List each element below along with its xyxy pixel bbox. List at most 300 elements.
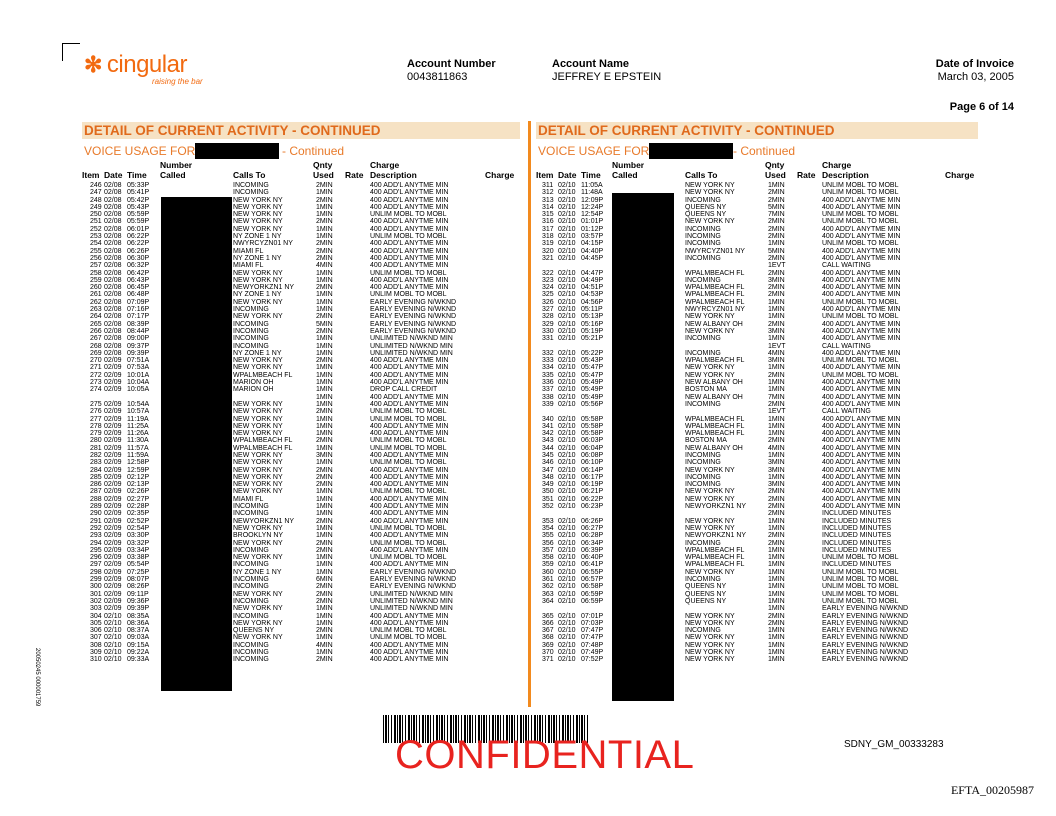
cell-used: 1MIN — [316, 488, 333, 496]
table-row — [536, 649, 978, 656]
cell-date: 02/08 — [104, 335, 122, 343]
cell-used: 1MIN — [316, 306, 333, 314]
cell-calls-to: INCOMING — [685, 225, 721, 233]
cell-description: 400 ADD'L ANYTME MIN — [370, 254, 449, 262]
cell-item: 308 — [90, 641, 102, 649]
cell-description: 400 ADD'L ANYTME MIN — [822, 225, 901, 233]
cell-date: 02/10 — [558, 627, 576, 635]
col-description: Description — [370, 170, 417, 180]
cell-used: 1MIN — [316, 189, 333, 197]
confidential-stamp: CONFIDENTIAL — [395, 733, 695, 777]
table-row — [82, 321, 520, 328]
table-row — [82, 598, 520, 605]
cell-used: 1MIN — [316, 203, 333, 211]
cell-description: UNLIM MOBL TO MOBL — [822, 240, 899, 248]
cell-description: UNLIMITED N/WKND MIN — [370, 605, 453, 613]
cell-used: 1MIN — [316, 269, 333, 277]
cell-used: 2MIN — [316, 627, 333, 635]
cell-used: 1MIN — [768, 634, 785, 642]
cell-description: 400 ADD'L ANYTME MIN — [370, 247, 449, 255]
section-title: DETAIL OF CURRENT ACTIVITY - CONTINUED — [82, 122, 520, 139]
table-row — [82, 182, 520, 189]
cell-description: 400 ADD'L ANYTME MIN — [370, 619, 449, 627]
cell-time: 06:41P — [581, 561, 604, 569]
cell-item: 267 — [90, 335, 102, 343]
col-item: Item — [536, 170, 554, 180]
table-row — [82, 474, 520, 481]
cell-description: 400 ADD'L ANYTME MIN — [822, 422, 901, 430]
cell-description: EARLY EVENING N/WKND — [370, 583, 457, 591]
cell-item: 274 — [90, 386, 102, 394]
cell-time: 08:39P — [127, 320, 150, 328]
cell-calls-to: INCOMING — [233, 182, 269, 189]
cell-used: 1MIN — [316, 349, 333, 357]
cell-used: 2MIN — [768, 612, 785, 620]
cell-calls-to: INCOMING — [685, 240, 721, 248]
table-row — [82, 335, 520, 342]
cell-item: 279 — [90, 430, 102, 438]
cell-calls-to: NEW YORK NY — [233, 481, 283, 489]
cell-calls-to: NEW ALBANY OH — [685, 444, 743, 452]
cell-used: 1MIN — [768, 627, 785, 635]
cell-calls-to: NEW YORK NY — [685, 364, 735, 372]
cell-date: 02/08 — [104, 182, 122, 189]
table-row — [82, 408, 520, 415]
cell-item: 298 — [90, 568, 102, 576]
cell-used: 4MIN — [768, 349, 785, 357]
cell-calls-to: WPALMBEACH FL — [685, 561, 745, 569]
cell-date: 02/08 — [104, 298, 122, 306]
table-header — [536, 160, 978, 182]
cell-used: 2MIN — [768, 233, 785, 241]
cell-description: 400 ADD'L ANYTME MIN — [370, 649, 449, 656]
cell-item: 369 — [542, 641, 554, 649]
cell-time: 06:19P — [581, 481, 604, 489]
cell-date: 02/08 — [104, 306, 122, 314]
cell-date: 02/10 — [104, 612, 122, 620]
cell-used: 1MIN — [316, 495, 333, 503]
cell-description: 400 ADD'L ANYTME MIN — [822, 320, 901, 328]
cell-date: 02/10 — [104, 634, 122, 642]
table-row — [536, 343, 978, 350]
cell-calls-to: NEW YORK NY — [685, 524, 735, 532]
table-row — [82, 240, 520, 247]
cell-used: 2MIN — [316, 517, 333, 525]
cell-used: 1MIN — [316, 364, 333, 372]
table-row — [536, 394, 978, 401]
cell-used: 1MIN — [768, 313, 785, 321]
cell-description: 400 ADD'L ANYTME MIN — [370, 203, 449, 211]
cell-calls-to: INCOMING — [233, 656, 269, 664]
cell-used: 1MIN — [316, 386, 333, 394]
cell-used: 3MIN — [768, 327, 785, 335]
col-used: Used — [313, 170, 334, 180]
cell-date: 02/10 — [558, 276, 576, 284]
cell-time: 03:57P — [581, 233, 604, 241]
cell-date: 02/10 — [558, 335, 576, 343]
cell-date: 02/08 — [104, 247, 122, 255]
cell-used: 2MIN — [768, 510, 785, 518]
cell-time: 05:13P — [581, 313, 604, 321]
cell-calls-to: NEW ALBANY OH — [685, 393, 743, 401]
cell-description: DROP CALL CREDIT — [370, 386, 438, 394]
cell-time: 05:49P — [581, 379, 604, 387]
cell-calls-to: NEW YORK NY — [233, 473, 283, 481]
cell-item: 285 — [90, 473, 102, 481]
cell-date: 02/10 — [558, 379, 576, 387]
cell-used: 2MIN — [316, 481, 333, 489]
cell-date: 02/09 — [104, 459, 122, 467]
cell-used: 7MIN — [768, 393, 785, 401]
cell-item: 331 — [542, 335, 554, 343]
cell-calls-to: NEW YORK NY — [233, 415, 283, 423]
cell-date: 02/09 — [104, 451, 122, 459]
cell-item: 277 — [90, 415, 102, 423]
cell-used: 1MIN — [316, 371, 333, 379]
cell-used: 2MIN — [768, 503, 785, 511]
cell-calls-to: INCOMING — [685, 576, 721, 584]
cell-item: 247 — [90, 189, 102, 197]
cell-calls-to: INCOMING — [233, 342, 269, 350]
cell-time: 05:43P — [581, 357, 604, 365]
cell-date: 02/09 — [104, 583, 122, 591]
table-row — [536, 430, 978, 437]
cell-item: 352 — [542, 503, 554, 511]
cell-calls-to: MIAMI FL — [233, 247, 264, 255]
cell-used: 6MIN — [316, 576, 333, 584]
cell-time: 04:40P — [581, 247, 604, 255]
table-row — [82, 445, 520, 452]
cell-calls-to: NEW YORK NY — [233, 466, 283, 474]
cell-used: 1MIN — [316, 335, 333, 343]
cell-used: 1MIN — [768, 473, 785, 481]
table-row — [82, 386, 520, 393]
cell-item: 256 — [90, 254, 102, 262]
table-row — [82, 372, 520, 379]
cell-calls-to: NWYRCYZN01 NY — [233, 240, 293, 248]
cell-calls-to: INCOMING — [685, 400, 721, 408]
table-row — [82, 284, 520, 291]
cell-time: 06:43P — [127, 276, 150, 284]
cell-item: 282 — [90, 451, 102, 459]
table-row — [536, 328, 978, 335]
cell-used: 7MIN — [768, 211, 785, 219]
cell-date: 02/09 — [104, 503, 122, 511]
cell-description: 400 ADD'L ANYTME MIN — [370, 481, 449, 489]
cell-date: 02/08 — [104, 203, 122, 211]
table-row — [82, 613, 520, 620]
cell-item: 359 — [542, 561, 554, 569]
cell-date: 02/09 — [104, 597, 122, 605]
cell-used: 1EVT — [768, 262, 786, 270]
cell-date: 02/10 — [104, 649, 122, 656]
cell-description: UNLIMITED N/WKND MIN — [370, 342, 453, 350]
table-row — [536, 525, 978, 532]
cell-description: 400 ADD'L ANYTME MIN — [822, 254, 901, 262]
cell-item: 295 — [90, 546, 102, 554]
cell-item: 269 — [90, 349, 102, 357]
table-row — [82, 467, 520, 474]
cell-used: 1MIN — [316, 400, 333, 408]
cell-description: CALL WAITING — [822, 408, 871, 416]
cell-date: 02/09 — [104, 473, 122, 481]
cell-calls-to: NEW YORK NY — [233, 203, 283, 211]
cell-date: 02/09 — [104, 357, 122, 365]
cell-item: 268 — [90, 342, 102, 350]
cell-calls-to: NEW YORK NY — [685, 466, 735, 474]
cell-description: INCLUDED MINUTES — [822, 561, 892, 569]
cell-used: 1MIN — [316, 291, 333, 299]
cell-description: UNLIMITED N/WKND MIN — [370, 335, 453, 343]
cell-calls-to: NEW YORK NY — [233, 488, 283, 496]
cell-date: 02/10 — [558, 532, 576, 540]
cell-calls-to: INCOMING — [685, 481, 721, 489]
cell-calls-to: QUEENS NY — [685, 583, 727, 591]
table-row — [536, 598, 978, 605]
cell-used: 1MIN — [768, 524, 785, 532]
cell-used: 1MIN — [316, 430, 333, 438]
usage-rows-right — [536, 182, 978, 664]
cell-calls-to: NEW YORK NY — [233, 590, 283, 598]
cell-description: 400 ADD'L ANYTME MIN — [822, 430, 901, 438]
page-number: Page 6 of 14 — [949, 101, 1014, 113]
col-charge: Charge — [945, 170, 975, 180]
invoice-date: March 03, 2005 — [937, 71, 1014, 83]
cell-calls-to: INCOMING — [233, 597, 269, 605]
cell-used: 1MIN — [316, 605, 333, 613]
table-row — [536, 306, 978, 313]
cell-time: 06:48P — [127, 291, 150, 299]
cell-description: 400 ADD'L ANYTME MIN — [370, 517, 449, 525]
cell-item: 287 — [90, 488, 102, 496]
cell-calls-to: BOSTON MA — [685, 437, 727, 445]
cell-item: 306 — [90, 627, 102, 635]
cell-item: 292 — [90, 524, 102, 532]
cell-description: UNLIM MOBL TO MOBL — [822, 568, 899, 576]
cell-time: 05:49P — [581, 393, 604, 401]
cell-item: 329 — [542, 320, 554, 328]
cell-date: 02/10 — [558, 393, 576, 401]
table-row — [82, 649, 520, 656]
cell-date: 02/09 — [104, 605, 122, 613]
cell-time: 03:38P — [127, 554, 150, 562]
cell-item: 357 — [542, 546, 554, 554]
table-row — [536, 620, 978, 627]
cell-description: EARLY EVENING N/WKND — [822, 612, 909, 620]
cell-calls-to: NEW YORK NY — [233, 211, 283, 219]
table-row — [82, 379, 520, 386]
cell-item: 307 — [90, 634, 102, 642]
cell-description: EARLY EVENING N/WKND — [370, 298, 457, 306]
cell-calls-to: INCOMING — [233, 649, 269, 656]
cell-date: 02/10 — [558, 225, 576, 233]
cell-date: 02/10 — [558, 189, 576, 197]
cell-description: UNLIMITED N/WKND MIN — [370, 349, 453, 357]
cell-description: UNLIM MOBL TO MOBL — [370, 269, 447, 277]
cell-used: 1MIN — [768, 597, 785, 605]
table-row — [536, 350, 978, 357]
table-row — [82, 430, 520, 437]
cell-item: 248 — [90, 196, 102, 204]
table-row — [536, 437, 978, 444]
logo-wordmark: cingular — [106, 51, 187, 78]
voice-usage-header — [82, 142, 520, 160]
table-row — [82, 291, 520, 298]
cell-item: 286 — [90, 481, 102, 489]
cell-used: 1MIN — [768, 605, 785, 613]
cell-used: 2MIN — [768, 400, 785, 408]
cell-item: 360 — [542, 568, 554, 576]
cell-date: 02/10 — [558, 196, 576, 204]
cell-time: 05:58P — [581, 430, 604, 438]
cell-item: 281 — [90, 444, 102, 452]
account-number: 0043811863 — [407, 71, 468, 83]
cell-used: 3MIN — [768, 466, 785, 474]
cell-time: 11:59A — [127, 451, 149, 459]
cell-calls-to: INCOMING — [233, 583, 269, 591]
cell-item: 249 — [90, 203, 102, 211]
cell-used: 2MIN — [768, 269, 785, 277]
cell-time: 06:55P — [581, 568, 604, 576]
cell-used: 1MIN — [316, 532, 333, 540]
cell-description: UNLIM MOBL TO MOBL — [822, 576, 899, 584]
cell-item: 332 — [542, 349, 554, 357]
cell-item: 261 — [90, 291, 102, 299]
cell-item: 275 — [90, 400, 102, 408]
cell-date: 02/10 — [558, 444, 576, 452]
table-row — [536, 474, 978, 481]
cell-used: 2MIN — [316, 590, 333, 598]
cell-item: 350 — [542, 488, 554, 496]
cell-date: 02/10 — [558, 430, 576, 438]
cell-date: 02/10 — [558, 649, 576, 656]
cell-time: 12:59P — [127, 466, 150, 474]
cell-calls-to: NEW YORK NY — [685, 656, 735, 664]
cell-item: 349 — [542, 481, 554, 489]
cell-description: UNLIM MOBL TO MOBL — [822, 357, 899, 365]
cell-description: UNLIM MOBL TO MOBL — [822, 298, 899, 306]
col-time: Time — [127, 170, 147, 180]
cell-used: 1MIN — [316, 510, 333, 518]
cell-used: 1MIN — [316, 422, 333, 430]
cell-description: UNLIM MOBL TO MOBL — [370, 211, 447, 219]
cell-item: 259 — [90, 276, 102, 284]
cell-used: 2MIN — [316, 437, 333, 445]
cell-description: 400 ADD'L ANYTME MIN — [370, 473, 449, 481]
cell-time: 07:49P — [581, 649, 604, 656]
cell-used: 1MIN — [768, 568, 785, 576]
cell-calls-to: WPALMBEACH FL — [685, 554, 745, 562]
cell-used: 2MIN — [768, 320, 785, 328]
table-row — [82, 197, 520, 204]
cell-item: 316 — [542, 218, 554, 226]
table-row — [536, 532, 978, 539]
cell-item: 284 — [90, 466, 102, 474]
cell-time: 06:08P — [581, 451, 604, 459]
cell-date: 02/08 — [104, 276, 122, 284]
cell-description: 400 ADD'L ANYTME MIN — [370, 451, 449, 459]
cell-calls-to: INCOMING — [233, 327, 269, 335]
cell-calls-to: INCOMING — [685, 539, 721, 547]
cell-item: 346 — [542, 459, 554, 467]
table-row — [536, 189, 978, 196]
cell-item: 367 — [542, 627, 554, 635]
cell-used: 2MIN — [316, 327, 333, 335]
cell-description: 400 ADD'L ANYTME MIN — [822, 379, 901, 387]
cell-calls-to: NEW YORK NY — [233, 364, 283, 372]
col-description: Description — [822, 170, 869, 180]
table-row — [536, 416, 978, 423]
cell-time: 02:26P — [127, 488, 150, 496]
table-row — [82, 576, 520, 583]
cell-used: 1MIN — [768, 386, 785, 394]
cell-date: 02/10 — [558, 546, 576, 554]
cell-time: 04:47P — [581, 269, 604, 277]
cingular-logo — [84, 51, 203, 86]
cell-description: UNLIM MOBL TO MOBL — [370, 437, 447, 445]
cell-description: EARLY EVENING N/WKND — [370, 327, 457, 335]
cell-date: 02/08 — [104, 233, 122, 241]
cell-calls-to: INCOMING — [233, 576, 269, 584]
cell-date: 02/08 — [104, 342, 122, 350]
cell-item: 297 — [90, 561, 102, 569]
cell-description: 400 ADD'L ANYTME MIN — [370, 546, 449, 554]
cell-time: 08:44P — [127, 327, 150, 335]
cell-item: 303 — [90, 605, 102, 613]
cell-date: 02/10 — [558, 415, 576, 423]
table-row — [536, 218, 978, 225]
cell-time: 05:43P — [127, 203, 150, 211]
cell-used: 1MIN — [316, 342, 333, 350]
cell-used: 1MIN — [768, 415, 785, 423]
table-row — [82, 401, 520, 408]
cell-time: 09:39P — [127, 605, 150, 613]
cell-date: 02/10 — [558, 437, 576, 445]
cell-date: 02/10 — [558, 495, 576, 503]
cell-time: 06:39P — [581, 546, 604, 554]
table-row — [82, 233, 520, 240]
cell-used: 3MIN — [316, 451, 333, 459]
cell-calls-to: NEW ALBANY OH — [685, 379, 743, 387]
redacted-block — [612, 193, 674, 701]
table-row — [536, 613, 978, 620]
cell-item: 325 — [542, 291, 554, 299]
cell-description: 400 ADD'L ANYTME MIN — [822, 349, 901, 357]
cell-time: 11:26A — [127, 430, 149, 438]
cell-date: 02/09 — [104, 532, 122, 540]
cell-item: 317 — [542, 225, 554, 233]
cell-time: 05:58P — [581, 422, 604, 430]
cell-calls-to: INCOMING — [233, 306, 269, 314]
cell-date: 02/09 — [104, 371, 122, 379]
cell-calls-to: NEW YORK NY — [685, 313, 735, 321]
table-row — [82, 634, 520, 641]
cell-calls-to: NEW YORK NY — [233, 196, 283, 204]
cell-time: 05:41P — [127, 189, 150, 197]
table-row — [536, 372, 978, 379]
col-calls-to: Calls To — [685, 170, 718, 180]
table-row — [536, 503, 978, 510]
cell-item: 276 — [90, 408, 102, 416]
col-date: Date — [104, 170, 123, 180]
cell-date: 02/10 — [558, 561, 576, 569]
cell-used: 1MIN — [316, 393, 333, 401]
table-row — [82, 459, 520, 466]
cell-item: 345 — [542, 451, 554, 459]
table-row — [82, 437, 520, 444]
cell-time: 11:25A — [127, 422, 149, 430]
col-called: Called — [160, 170, 186, 180]
